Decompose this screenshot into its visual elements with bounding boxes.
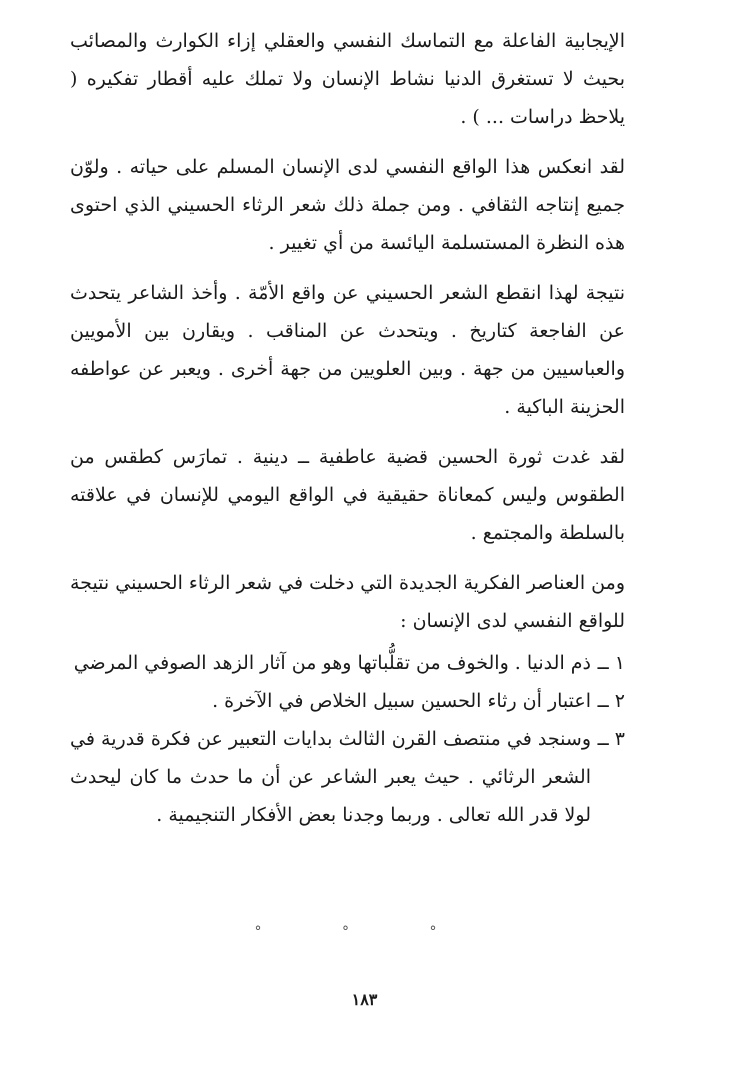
list-item-text: اعتبار أن رثاء الحسين سبيل الخلاص في الآخرة . <box>212 690 591 712</box>
list-item-number: ١ ــ <box>597 652 625 674</box>
page-body <box>70 22 625 834</box>
paragraph-1: الإيجابية الفاعلة مع التماسك النفسي والعقلي إزاء الكوارث والمصائب بحيث لا تستغرق الدنيا نشاط الإنسان ولا تملك عليه أقطار تفكيره ( يلاحظ دراسات ... ) . <box>70 30 625 128</box>
list-item-text: وسنجد في منتصف القرن الثالث بدايات التعبير عن فكرة قدرية في الشعر الرثائي . حيث يعبر الشاعر عن أن ما حدث ما كان ليحدث لولا قدر الله تعالى . وربما وجدنا بعض الأفكار التنجيمية . <box>70 728 591 826</box>
list-item-text: ذم الدنيا . والخوف من تقلُّباتها وهو من آثار الزهد الصوفي المرضي <box>73 652 591 674</box>
list-item-1 <box>70 644 625 682</box>
page-number: ١٨٣ <box>351 990 378 1009</box>
paragraph-2: لقد انعكس هذا الواقع النفسي لدى الإنسان المسلم على حياته . ولوّن جميع إنتاجه الثقافي . ومن جملة ذلك شعر الرثاء الحسيني الذي احتوى هذه النظرة المستسلمة اليائسة من أي تغيير . <box>70 156 625 254</box>
list-item-3 <box>70 720 625 834</box>
section-separator: ° ° ° <box>254 924 475 940</box>
list-item-number: ٣ ــ <box>597 728 625 750</box>
paragraph-3: نتيجة لهذا انقطع الشعر الحسيني عن واقع الأمّة . وأخذ الشاعر يتحدث عن الفاجعة كتاريخ . ويتحدث عن المناقب . ويقارن بين الأمويين والعباسيين من جهة . وبين العلويين من جهة أخرى . ويعبر عن عواطفه الحزينة الباكية . <box>70 282 625 418</box>
paragraph-5: ومن العناصر الفكرية الجديدة التي دخلت في شعر الرثاء الحسيني نتيجة للواقع النفسي لدى الإنسان : <box>70 572 625 632</box>
numbered-list <box>70 644 625 834</box>
paragraph-4: لقد غدت ثورة الحسين قضية عاطفية ــ دينية . تمارَس كطقس من الطقوس وليس كمعاناة حقيقية في الواقع اليومي للإنسان في علاقته بالسلطة والمجتمع . <box>70 446 625 544</box>
list-item-2 <box>70 682 625 720</box>
list-item-number: ٢ ــ <box>597 690 625 712</box>
